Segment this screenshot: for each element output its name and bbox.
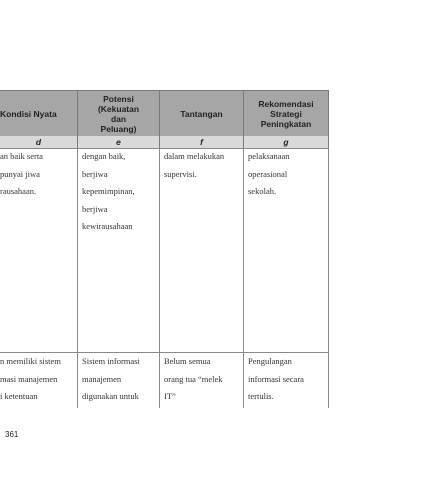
cell-line: Pengulangan (248, 356, 292, 366)
cell-line: Belum semua (164, 356, 211, 366)
row1-potensi-cell (82, 148, 158, 236)
cell-line: tertulis. (248, 391, 274, 401)
cell-line: i ketentuan (0, 391, 38, 401)
row1-rekomendasi-cell (248, 148, 326, 201)
header-potensi (78, 91, 160, 136)
header-rekomendasi (244, 91, 329, 136)
row2-potensi-cell (82, 353, 158, 406)
cell-line: dalam melakukan (164, 151, 225, 161)
header-line: Peningkatan (260, 118, 312, 129)
column-divider (77, 148, 78, 408)
column-letter-f: f (160, 136, 244, 148)
header-line: dan (110, 113, 127, 124)
page-number: 361 (5, 430, 19, 439)
cell-line: informasi secara (248, 373, 304, 384)
cell-line: punyai jiwa (0, 168, 40, 179)
cell-line: dengan baik, (82, 151, 126, 161)
cell-line: pelaksanaan (248, 151, 290, 161)
header-line: Potensi (103, 93, 134, 104)
row1-tantangan-cell (164, 148, 242, 183)
cell-line: orang tua “melek (164, 373, 223, 384)
cell-line: masi manajemen (0, 373, 58, 384)
header-line: Peluang) (100, 123, 137, 134)
cell-line: n memiliki sistem (0, 356, 61, 366)
header-line: Tantangan (180, 108, 223, 119)
column-letter-e: e (78, 136, 160, 148)
row2-rekomendasi-cell (248, 353, 326, 406)
cell-line: berjiwa (82, 168, 108, 179)
cell-line: sekolah. (248, 186, 277, 196)
row1-kondisi-cell (0, 148, 76, 201)
cell-line: kepemimpinan, (82, 186, 135, 196)
cell-line: an baik serta (0, 151, 43, 161)
header-line: Rekomendasi (258, 98, 314, 109)
header-line: Strategi (270, 108, 302, 119)
cell-line: berjiwa (82, 203, 108, 214)
cell-line: manajemen (82, 373, 122, 384)
column-letter-g: g (244, 136, 329, 148)
header-line: (Kekuatan (97, 103, 140, 114)
column-letter-d: d (0, 136, 78, 148)
header-line: Kondisi Nyata (0, 108, 57, 119)
cell-line: supervisi. (164, 168, 197, 179)
row2-kondisi-cell (0, 353, 76, 406)
cell-line: digunakan untuk (82, 391, 139, 401)
column-divider (243, 148, 244, 408)
header-tantangan (160, 91, 244, 136)
column-divider (159, 148, 160, 408)
row2-tantangan-cell (164, 353, 242, 406)
cell-line: IT” (164, 391, 176, 401)
cell-line: Sistem informasi (82, 356, 140, 366)
cell-line: operasional (248, 168, 288, 179)
column-divider (328, 148, 329, 408)
cell-line: rausahaan. (0, 186, 37, 196)
header-kondisi-nyata (0, 91, 78, 136)
cell-line: kewirausahaan (82, 221, 133, 231)
